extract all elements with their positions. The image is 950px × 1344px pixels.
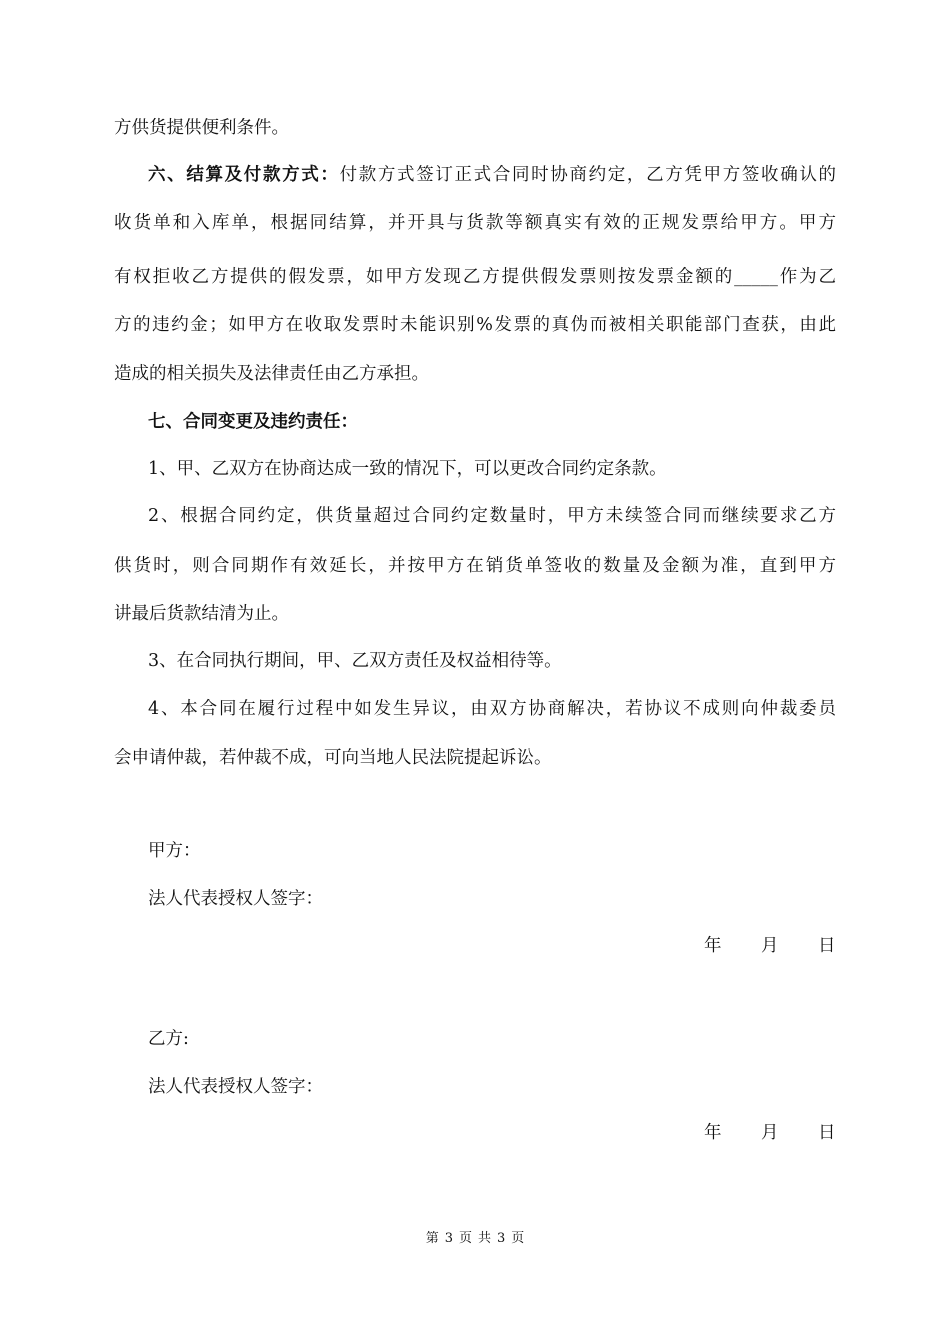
footer-text: 共 [478, 1231, 492, 1246]
date-month: 月 [761, 1123, 779, 1143]
page-footer [0, 1230, 950, 1248]
party-a-label: 甲方： [148, 841, 201, 861]
footer-text: 页 [458, 1231, 472, 1246]
paragraph-line: 有权拒收乙方提供的假发票，如甲方发现乙方提供假发票则按发票金额的_____作为乙 [114, 267, 836, 287]
paragraph-line: 造成的相关损失及法律责任由乙方承担。 [114, 364, 429, 384]
paragraph-line: 方的违约金；如甲方在收取发票时未能识别%发票的真伪而被相关职能部门查获，由此 [114, 315, 836, 335]
section-7-heading: 七、合同变更及违约责任： [148, 412, 358, 432]
date-day: 日 [818, 1123, 836, 1143]
current-page-number: 3 [444, 1231, 453, 1246]
party-b-signature: 法人代表授权人签字： [148, 1077, 323, 1097]
clause-2-line: 2、根据合同约定，供货量超过合同约定数量时，甲方未续签合同而继续要求乙方 [148, 506, 836, 526]
section-6-text: 付款方式签订正式合同时协商约定，乙方凭甲方签收确认的 [339, 165, 837, 185]
date-year: 年 [704, 936, 722, 956]
clause-4-line: 会申请仲裁，若仲裁不成，可向当地人民法院提起诉讼。 [114, 748, 552, 768]
clause-1: 1、甲、乙双方在协商达成一致的情况下，可以更改合同约定条款。 [148, 459, 667, 479]
party-b-label: 乙方: [148, 1029, 189, 1049]
footer-text: 页 [511, 1231, 525, 1246]
date-month: 月 [761, 936, 779, 956]
clause-2-line: 供货时，则合同期作有效延长，并按甲方在销货单签收的数量及金额为准，直到甲方 [114, 556, 836, 576]
total-page-count: 3 [497, 1231, 506, 1246]
clause-4-line: 4、本合同在履行过程中如发生异议，由双方协商解决，若协议不成则向仲裁委员 [148, 699, 836, 719]
section-6-first-line [148, 163, 836, 187]
date-day: 日 [818, 936, 836, 956]
date-year: 年 [704, 1123, 722, 1143]
paragraph-line: 方供货提供便利条件。 [114, 118, 289, 138]
clause-3: 3、在合同执行期间，甲、乙双方责任及权益相待等。 [148, 651, 562, 671]
paragraph-line: 收货单和入库单，根据同结算，并开具与货款等额真实有效的正规发票给甲方。甲方 [114, 213, 836, 233]
footer-text: 第 [425, 1231, 439, 1246]
party-a-signature: 法人代表授权人签字： [148, 889, 323, 909]
section-6-heading: 六、结算及付款方式： [148, 165, 340, 185]
clause-2-line: 讲最后货款结清为止。 [114, 604, 289, 624]
